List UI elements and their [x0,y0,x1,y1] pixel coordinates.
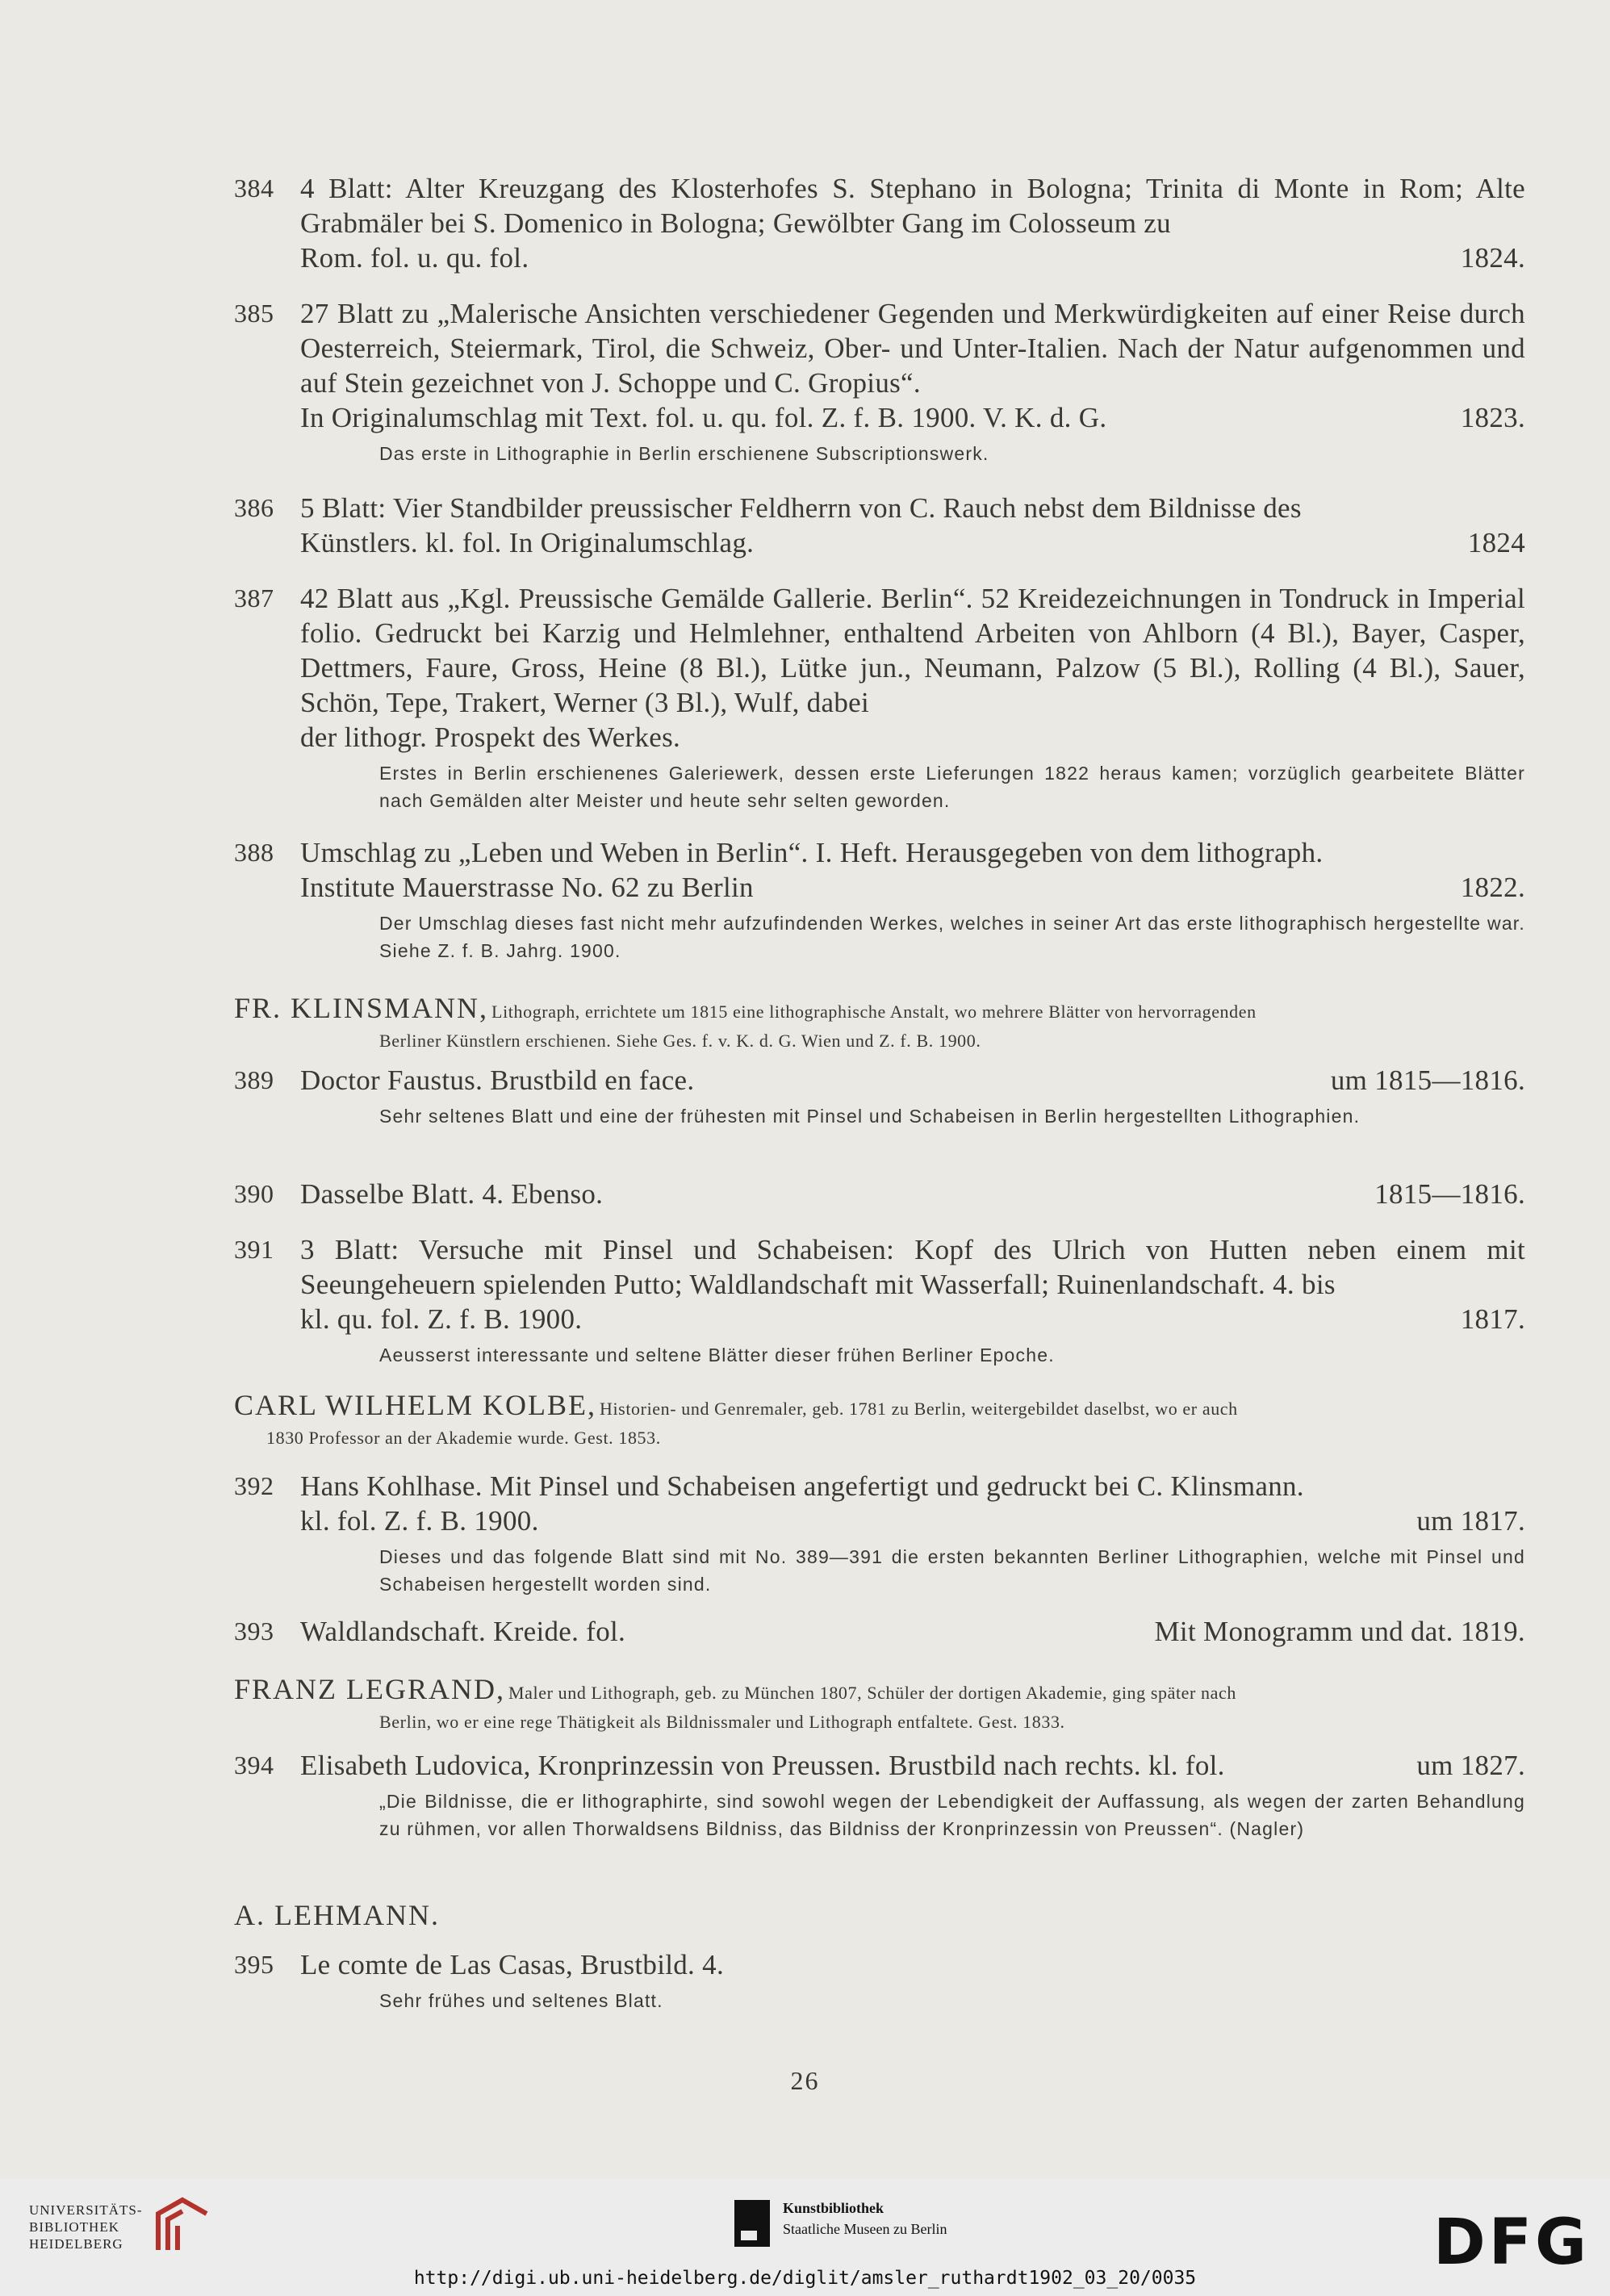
entry-description: Hans Kohlhase. Mit Pinsel und Schabeisen angefertigt und gedruckt bei C. Klinsmann. [300,1470,1304,1502]
entry-note: Der Umschlag dieses fast nicht mehr aufzufindenden Werkes, welches in seiner Art das erste lithographisch hergestellte war. Siehe Z. f. B. Jahrg. 1900. [379,913,1525,961]
ub-emblem-icon [150,2194,215,2258]
entry-last-line [300,720,1525,755]
entry-date: um 1815—1816. [1330,1064,1525,1096]
catalog-entry-392 [234,1469,1525,1598]
catalog-entry-391 [234,1232,1525,1369]
entry-last-line [300,240,1525,275]
entry-number: 391 [234,1235,274,1264]
entry-format: Künstlers. kl. fol. In Originalumschlag. [300,527,755,558]
entry-text [300,1947,1525,1982]
entry-note: Erstes in Berlin erschienenes Galeriewerk, dessen erste Lieferungen 1822 heraus kamen; vorzüglich gearbeitete Blätter nach Gemälden alter Meister und heute sehr selten geworden. [379,763,1525,811]
catalog-entry-395 [234,1947,1525,2014]
entry-title: Doctor Faustus. Brustbild en face. [300,1064,695,1096]
artist-heading-legrand [234,1672,1525,1737]
entry-title: Le comte de Las Casas, Brustbild. 4. [300,1949,724,1980]
entry-number: 390 [234,1179,274,1208]
ub-line-2: BIBLIOTHEK [29,2219,119,2235]
entry-last-line [300,1177,1525,1211]
catalog-entry-394 [234,1748,1525,1842]
ub-heidelberg-text [29,2202,143,2252]
entry-title: Waldlandschaft. Kreide. fol. [300,1616,626,1647]
catalog-entry-389 [234,1063,1525,1130]
catalog-entry-388 [234,835,1525,964]
entry-text [300,296,1525,435]
artist-bio: Maler und Lithograph, geb. zu München 1807, Schüler der dortigen Akademie, ging später nach [508,1683,1236,1703]
entry-date: 1817. [1460,1303,1525,1335]
artist-name: FRANZ LEGRAND, [234,1673,506,1705]
kunstbibliothek-mark-icon [734,2200,770,2247]
catalog-entry-386 [234,491,1525,560]
entry-description: 42 Blatt aus „Kgl. Preussische Gemälde Gallerie. Berlin“. 52 Kreidezeichnungen in Tondruck in Imperial folio. Gedruckt bei Karzig und Helmlehner, enthaltend Arbeiten von Ahlborn (4 Bl.), Bayer, Casper, Dettmers, Faure, Gross, Heine (8 Bl.), Lütke jun., Neumann, Palzow (5 Bl.), Rolling (4 Bl.), Sauer, Schön, Tepe, Trakert, Werner (3 Bl.), Wulf, dabei [300,583,1525,718]
entry-number: 393 [234,1616,274,1646]
ub-heidelberg-logo[interactable] [29,2187,215,2260]
entry-number: 388 [234,838,274,867]
artist-bio-continued: Berliner Künstlern erschienen. Siehe Ges. f. v. K. d. G. Wien und Z. f. B. 1900. [379,1031,981,1051]
entry-last-line [300,1503,1525,1538]
entry-date: 1824 [1467,527,1525,558]
artist-bio: Historien- und Genremaler, geb. 1781 zu Berlin, weitergebildet daselbst, wo er auch [599,1399,1238,1419]
artist-bio-continued: Berlin, wo er eine rege Thätigkeit als Bildnissmaler und Lithograph entfaltete. Gest. 1833. [379,1712,1065,1732]
entry-text [300,491,1525,560]
artist-heading-kolbe [234,1388,1525,1453]
catalog-entry-384 [234,171,1525,275]
entry-last-line [300,525,1525,560]
entry-number: 385 [234,299,274,328]
entry-text [300,1063,1525,1098]
entry-note: Sehr frühes und seltenes Blatt. [379,1990,663,2011]
artist-name: CARL WILHELM KOLBE, [234,1389,596,1421]
entry-format: Rom. fol. u. qu. fol. [300,242,529,274]
entry-last-line [300,870,1525,905]
entry-number: 395 [234,1950,274,1979]
entry-date: 1823. [1460,402,1525,433]
artist-bio: Lithograph, errichtete um 1815 eine lithographische Anstalt, wo mehrere Blätter von hervorragenden [491,1002,1257,1022]
catalog-entry-385 [234,296,1525,467]
entry-note: „Die Bildnisse, die er lithographirte, sind sowohl wegen der Lebendigkeit der Auffassung, als wegen der zarten Behandlung zu rühmen, vor allen Thorwaldsens Bildniss, das Bildniss der Kronprinzessin von Preussen“. (Nagler) [379,1791,1525,1839]
artist-name: FR. KLINSMANN, [234,992,489,1024]
catalog-entry-393 [234,1614,1525,1649]
entry-text [300,1614,1525,1649]
page-number: 26 [790,2066,820,2095]
kunstbibliothek-subtitle: Staatliche Museen zu Berlin [783,2221,947,2237]
entry-last-line [300,1063,1525,1098]
kunstbibliothek-title: Kunstbibliothek [783,2200,884,2216]
artist-bio-continued: 1830 Professor an der Akademie wurde. Gest. 1853. [266,1428,661,1448]
artist-heading-lehmann [234,1898,1525,1932]
entry-text [300,171,1525,275]
entry-number: 392 [234,1471,274,1500]
entry-description: Umschlag zu „Leben und Weben in Berlin“. I. Heft. Herausgegeben von dem lithograph. [300,837,1324,868]
entry-format: Institute Mauerstrasse No. 62 zu Berlin [300,872,754,903]
source-url[interactable]: http://digi.ub.uni-heidelberg.de/diglit/amsler_ruthardt1902_03_20/0035 [413,2268,1197,2289]
entry-note: Aeusserst interessante und seltene Blätter dieser frühen Berliner Epoche. [379,1345,1055,1365]
entry-last-line [300,1748,1525,1783]
entry-note: Dieses und das folgende Blatt sind mit No. 389—391 die ersten bekannten Berliner Lithographien, welche mit Pinsel und Schabeisen hergestellt worden sind. [379,1546,1525,1595]
entry-date: um 1827. [1416,1750,1525,1781]
entry-number: 387 [234,583,274,613]
entry-number: 386 [234,493,274,522]
entry-note: Das erste in Lithographie in Berlin erschienene Subscriptionswerk. [379,443,989,464]
entry-date: 1824. [1460,242,1525,274]
entry-last-line [300,1302,1525,1336]
entry-description: 5 Blatt: Vier Standbilder preussischer Feldherrn von C. Rauch nebst dem Bildnisse des [300,492,1302,524]
entry-text [300,1469,1525,1538]
entry-date: Mit Monogramm und dat. 1819. [1154,1616,1525,1647]
entry-text [300,1748,1525,1783]
catalog-entry-390 [234,1177,1525,1211]
ub-line-3: HEIDELBERG [29,2236,123,2252]
entry-title: Dasselbe Blatt. 4. Ebenso. [300,1178,604,1210]
entry-number: 394 [234,1750,274,1780]
entry-date: 1822. [1460,872,1525,903]
entry-date: um 1817. [1416,1505,1525,1537]
entry-number: 384 [234,174,274,203]
entry-text [300,1177,1525,1211]
entry-description: 27 Blatt zu „Malerische Ansichten verschiedener Gegenden und Merkwürdigkeiten auf einer Reise durch Oesterreich, Steiermark, Tirol, die Schweiz, Ober- und Unter-Italien. Nach der Natur aufgenommen und auf Stein gezeichnet von J. Schoppe und C. Gropius“. [300,298,1525,399]
artist-heading-klinsmann [234,991,1525,1056]
entry-last-line [300,1614,1525,1649]
dfg-logo[interactable]: DFG [1433,2206,1591,2279]
entry-note: Sehr seltenes Blatt und eine der frühesten mit Pinsel und Schabeisen in Berlin hergestellten Lithographien. [379,1106,1361,1127]
entry-description: 4 Blatt: Alter Kreuzgang des Klosterhofes S. Stephano in Bologna; Trinita di Monte in Rom; Alte Grabmäler bei S. Domenico in Bologna; Gewölbter Gang im Colosseum zu [300,173,1525,239]
entry-title: Elisabeth Ludovica, Kronprinzessin von Preussen. Brustbild nach rechts. kl. fol. [300,1750,1225,1781]
entry-date: 1815—1816. [1374,1178,1525,1210]
catalog-entry-387 [234,581,1525,814]
entry-last-line [300,400,1525,435]
entry-format: der lithogr. Prospekt des Werkes. [300,721,681,753]
entry-text [300,581,1525,755]
entry-format: kl. qu. fol. Z. f. B. 1900. [300,1303,583,1335]
artist-name: A. LEHMANN. [234,1899,440,1931]
entry-number: 389 [234,1065,274,1094]
entry-last-line [300,1947,1525,1982]
entry-text [300,835,1525,905]
entry-text [300,1232,1525,1336]
entry-format: kl. fol. Z. f. B. 1900. [300,1505,539,1537]
entry-format: In Originalumschlag mit Text. fol. u. qu. fol. Z. f. B. 1900. V. K. d. G. [300,402,1107,433]
entry-description: 3 Blatt: Versuche mit Pinsel und Schabeisen: Kopf des Ulrich von Hutten neben einem mit Seeungeheuern spielenden Putto; Waldlandschaft mit Wasserfall; Ruinenlandschaft. 4. bis [300,1234,1525,1300]
ub-line-1: UNIVERSITÄTS- [29,2202,143,2218]
